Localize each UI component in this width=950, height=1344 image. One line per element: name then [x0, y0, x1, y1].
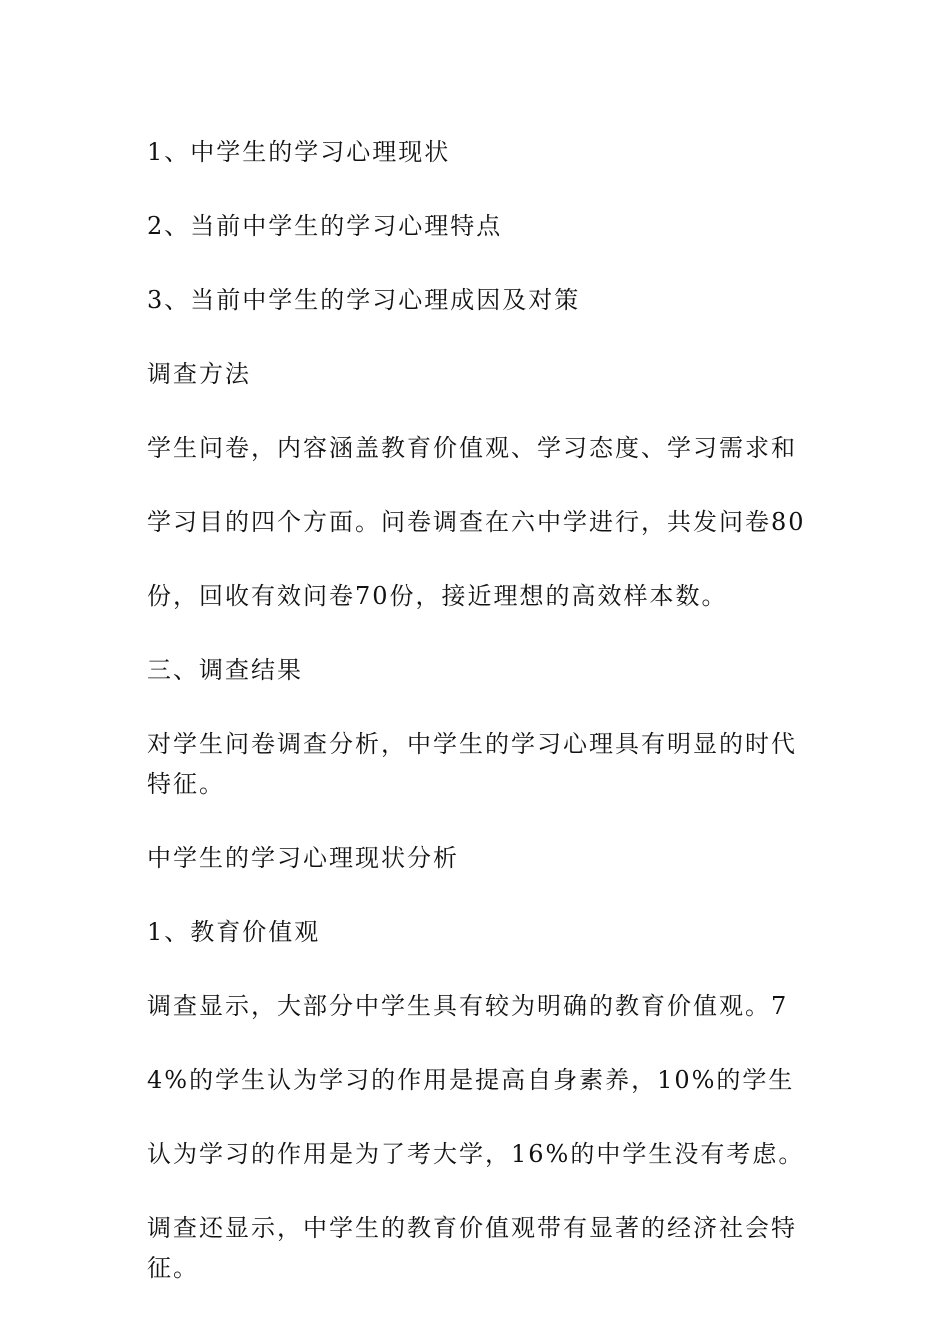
results-summary: 对学生问卷调查分析，中学生的学习心理具有明显的时代特征。 [147, 730, 797, 798]
outline-item-1: 1、中学生的学习心理现状 [147, 138, 451, 166]
values-paragraph: 调查显示，大部分中学生具有较为明确的教育价值观。74%的学生认为学习的作用是提高自身素养，10%的学生认为学习的作用是为了考大学，16%的中学生没有考虑。 [147, 992, 805, 1168]
section-heading-results: 三、调查结果 [147, 656, 303, 684]
subsection-heading-analysis: 中学生的学习心理现状分析 [147, 844, 459, 872]
outline-item-2: 2、当前中学生的学习心理特点 [147, 212, 503, 240]
document-body [147, 132, 817, 1288]
method-paragraph: 学生问卷，内容涵盖教育价值观、学习态度、学习需求和学习目的四个方面。问卷调查在六中学进行，共发问卷80份，回收有效问卷70份，接近理想的高效样本数。 [147, 434, 806, 610]
subsection-heading-values: 1、教育价值观 [147, 918, 321, 946]
outline-item-3: 3、当前中学生的学习心理成因及对策 [147, 286, 581, 314]
values-paragraph-2: 调查还显示，中学生的教育价值观带有显著的经济社会特征。 [147, 1214, 797, 1282]
section-heading-method: 调查方法 [147, 360, 251, 388]
